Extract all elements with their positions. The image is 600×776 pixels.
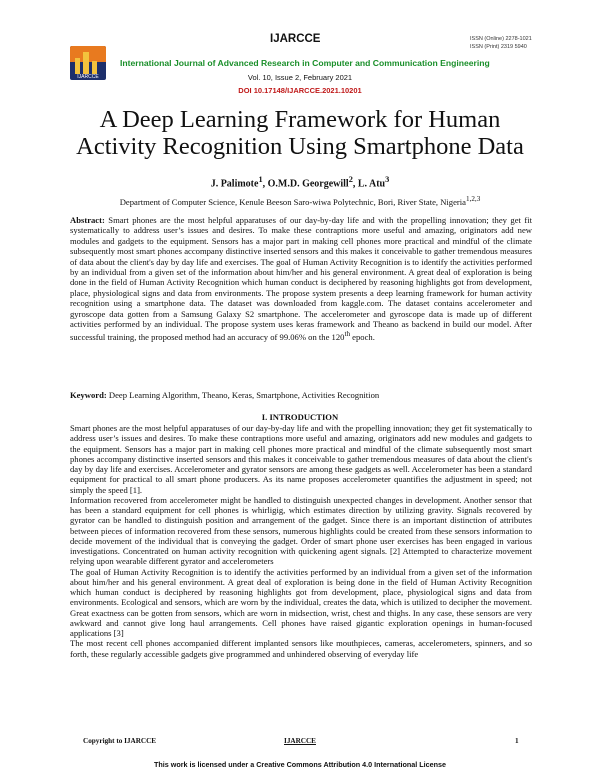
abstract-ordinal: th <box>344 330 351 339</box>
paragraph: Smart phones are the most helpful apparatuses of our day-by-day life and with the propelling innovation; they get fit systematically to address user’s issues and desires. To make these contraptions more useful and amazing, originators add new modules and gadgets to the equipment. Sensors has a major part in making cell phones more practical and mindful of the climate subsequently most smart phones accompany distinctive inserted sensors and this makes it conceivable to gather tremendous measures of data about the client's day by day life and exercises. Accelerometer and gyrator sensors are among these gadgets as well. Accelerometer has been a standard equipment for practical to all smart phone producers. As its name proposes accelerometer quantifies the adjustment in speed; not simply the speed [1]. <box>70 423 532 495</box>
volume-info: Vol. 10, Issue 2, February 2021 <box>247 73 353 82</box>
keywords-label: Keyword: <box>70 390 107 400</box>
author-separator: , <box>262 178 268 190</box>
abstract-label: Abstract: <box>70 215 105 225</box>
author-1: J. Palimote <box>210 178 259 190</box>
page-number: 1 <box>515 737 519 745</box>
author-3: L. Atu <box>357 178 386 190</box>
keywords <box>70 390 532 400</box>
footer-link-text[interactable]: IJARCCE <box>284 737 316 745</box>
journal-short-name: IJARCCE <box>270 33 321 45</box>
affiliation-text: Department of Computer Science, Kenule Beeson Saro-wiwa Polytechnic, Bori, River State, Nigeria <box>119 196 466 207</box>
author-1-affil: 1 <box>258 175 263 184</box>
journal-full-name: International Journal of Advanced Research in Computer and Communication Engineering <box>120 58 490 68</box>
title-line-1: A Deep Learning Framework for Human <box>99 106 501 133</box>
section-body <box>70 423 532 659</box>
affiliation <box>0 195 600 207</box>
affiliation-sup: 1,2,3 <box>465 195 481 203</box>
issn-print: ISSN (Print) 2319 5940 <box>470 43 527 50</box>
abstract <box>70 215 532 343</box>
author-list <box>0 175 600 189</box>
paragraph: Information recovered from accelerometer might be handled to distinguish unexpected changes in development. Another sensor that has been a standard equipment for cell phones is whirligig, which estimates direction by utilizing gravity. Signals recovered by gyrator can be handled to distinguish position and arrangement of the gadget. Since there is an important distinction of attributes between pieces of information recovered from these sensors, numerous highlights could be created from these sensors information to decide movement of the individual that is conveying the gadget. Order of smart phone user exercises has been engaged in various investigations. Concentrated on human activity recognition with quickening agent signals. [2] Attempted to characterize movement relying upon wearable different gyrator and accelerometers <box>70 494 532 567</box>
issn-block <box>470 36 532 51</box>
paragraph: The most recent cell phones accompanied different implanted sensors like mouthpieces, cameras, accelerometers, spinners, and so forth, these regularly accessible gadgets give programmed and unhindered observing of everyday life <box>70 638 532 659</box>
footer-copyright: Copyright to IJARCCE <box>83 737 157 745</box>
issn-online: ISSN (Online) 2278-1021 <box>470 36 532 42</box>
doi-link[interactable]: DOI 10.17148/IJARCCE.2021.10201 <box>238 86 362 95</box>
logo-text: IJARCCE <box>77 74 99 80</box>
paper-title <box>0 106 600 160</box>
title-line-2: Activity Recognition Using Smartphone Data <box>76 133 524 160</box>
author-2-affil: 2 <box>348 175 353 184</box>
abstract-end: epoch. <box>350 332 375 343</box>
footer-journal-link <box>0 737 600 745</box>
author-separator: , <box>352 178 358 190</box>
license-notice: This work is licensed under a Creative Commons Attribution 4.0 International License <box>153 760 447 769</box>
author-3-affil: 3 <box>385 175 390 184</box>
keywords-text: Deep Learning Algorithm, Theano, Keras, Smartphone, Activities Recognition <box>106 390 380 400</box>
section-heading: I. INTRODUCTION <box>261 412 339 422</box>
abstract-text: Smart phones are the most helpful apparatuses of our day-by-day life and with the propelling innovation; they get fit systematically to address user’s issues and desires. To make these contraptions more useful and amazing, originators add new modules and gadgets to the equipment. Sensors has a major part in making cell phones more practical and mindful of the climate subsequently most smart phones accompany distinctive inserted sensors and this makes it conceivable to gather tremendous measures of data about the client's day by day life and exercises. The goal of Human Activity Recognition is to identify the activities performed by an individual from a given set of the information about him/her and his general environment. A great deal of exploration is being done in the field of Human Activity Recognition which human conduct is deciphered by reasoning highlights got from development, place, physiological signs and data from environments. The propose system presents a deep learning framework for human activity recognition using a smartphone data. The dataset was downloaded from kaggle.com. The dataset contains accelerometer and gyroscope data gotten from a Samsung Galaxy S2 smartphone. The accelerometer and gyroscope data is made up of different activities performed by an individual. The propose system uses keras framework and Theano as backend in build our model. After successful training, the proposed method had an accuracy of 99.06% on the 120 <box>70 215 532 343</box>
author-2: O.M.D. Georgewill <box>267 178 349 190</box>
paragraph: The goal of Human Activity Recognition is to identify the activities performed by an individual from a given set of the information about him/her and his general environment. A great deal of exploration is being done in the field of Human Activity Recognition which human conduct is deciphered by reasoning highlights got from development, place, physiological signs and data from environments. Ecological and sensors, which are worn by the individual, creates the data, which is utilized to decipher the movement. Great exactness can be gotten from sensors, which are worn in midsection, wrist, chest and thighs. In any case, these sensors are very awkward and cannot give long haul arrangements. Cell phones have raised gigantic exploration openings in human-focused applications [3] <box>70 566 532 638</box>
